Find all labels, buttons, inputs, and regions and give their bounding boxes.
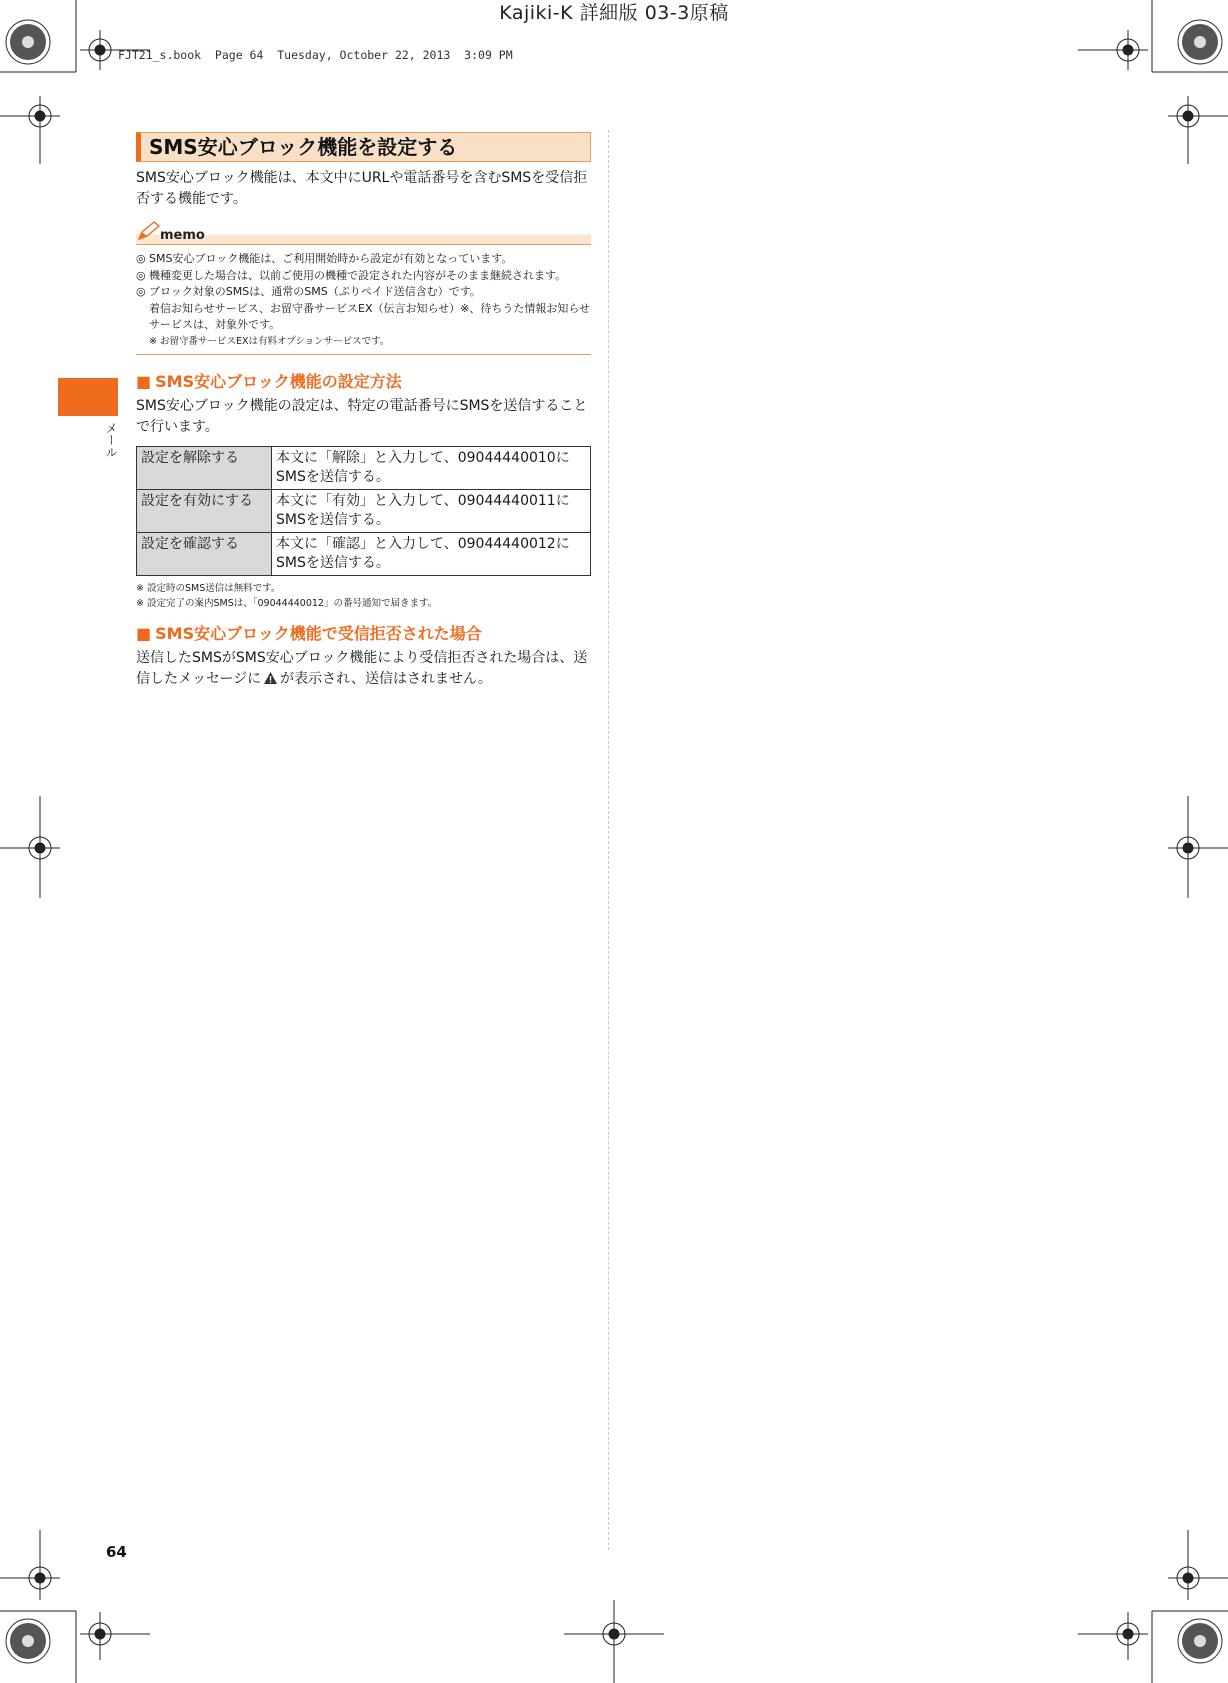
rejected-heading [136, 623, 591, 645]
rejected-text-before: 送信したSMSがSMS安心ブロック機能により受信拒否された場合は、送信したメッセージに [136, 649, 588, 687]
memo-item-text: SMS安心ブロック機能は、ご利用開始時から設定が有効となっています。 [149, 252, 513, 265]
warning-triangle-icon [263, 671, 278, 685]
section-intro: SMS安心ブロック機能は、本文中にURLや電話番号を含むSMSを受信拒否する機能です。 [136, 170, 588, 207]
memo-item-text: ブロック対象のSMSは、通常のSMS（ぷりペイド送信含む）です。 [149, 285, 481, 298]
rejected-heading-text: SMS安心ブロック機能で受信拒否された場合 [155, 623, 482, 643]
table-row [137, 532, 591, 575]
settings-heading [136, 371, 591, 393]
table-cell-detail: 本文に「解除」と入力して、09044440010にSMSを送信する。 [272, 446, 591, 489]
memo-item-marker: ◎ [136, 268, 146, 282]
memo-item-text: 機種変更した場合は、以前ご使用の機種で設定された内容がそのまま継続されます。 [149, 268, 567, 282]
settings-table [136, 446, 591, 576]
table-row [137, 446, 591, 489]
footnote: ※ 設定完了の案内SMSは、「09044440012」の番号通知で届きます。 [136, 597, 438, 609]
memo-item [136, 268, 591, 285]
column-divider [608, 130, 609, 1550]
settings-heading-text: SMS安心ブロック機能の設定方法 [155, 371, 402, 391]
footnote: ※ 設定時のSMS送信は無料です。 [136, 582, 281, 594]
memo-header [136, 228, 591, 245]
memo-list [136, 251, 591, 349]
memo-item-text-continued: 着信お知らせサービス、お留守番サービスEX（伝言お知らせ）※、待ちうた情報お知らせサービスは、対象外です。 [149, 301, 591, 331]
pencil-icon [136, 220, 162, 242]
table-cell-action: 設定を解除する [137, 446, 272, 489]
content-column [136, 132, 591, 690]
memo-divider [136, 354, 591, 355]
memo-item [136, 284, 591, 349]
memo-label: memo [160, 228, 205, 243]
settings-description: SMS安心ブロック機能の設定は、特定の電話番号にSMSを送信することで行います。 [136, 397, 588, 435]
rejected-description [136, 648, 591, 690]
memo-item-marker: ◎ [136, 252, 146, 265]
square-bullet-icon: ■ [136, 623, 152, 643]
rejected-text-after: が表示され、送信はされません。 [280, 670, 492, 687]
table-row [137, 489, 591, 532]
table-cell-action: 設定を確認する [137, 532, 272, 575]
memo-item [136, 251, 591, 268]
document-header: Kajiki-K 詳細版 03-3原稿 [499, 2, 729, 24]
page-number: 64 [106, 1543, 127, 1561]
settings-footnotes [136, 581, 591, 611]
square-bullet-icon: ■ [136, 371, 152, 391]
side-tab [58, 378, 118, 416]
memo-item-note: ※ お留守番サービスEXは有料オプションサービスです。 [149, 335, 390, 347]
table-cell-action: 設定を有効にする [137, 489, 272, 532]
table-cell-detail: 本文に「確認」と入力して、09044440012にSMSを送信する。 [272, 532, 591, 575]
memo-item-marker: ◎ [136, 285, 146, 298]
section-title: SMS安心ブロック機能を設定する [136, 132, 591, 162]
book-info-line: FJT21_s.book Page 64 Tuesday, October 22, 2013 3:09 PM [118, 48, 513, 62]
table-cell-detail: 本文に「有効」と入力して、09044440011にSMSを送信する。 [272, 489, 591, 532]
side-tab-label: メール [104, 422, 118, 458]
